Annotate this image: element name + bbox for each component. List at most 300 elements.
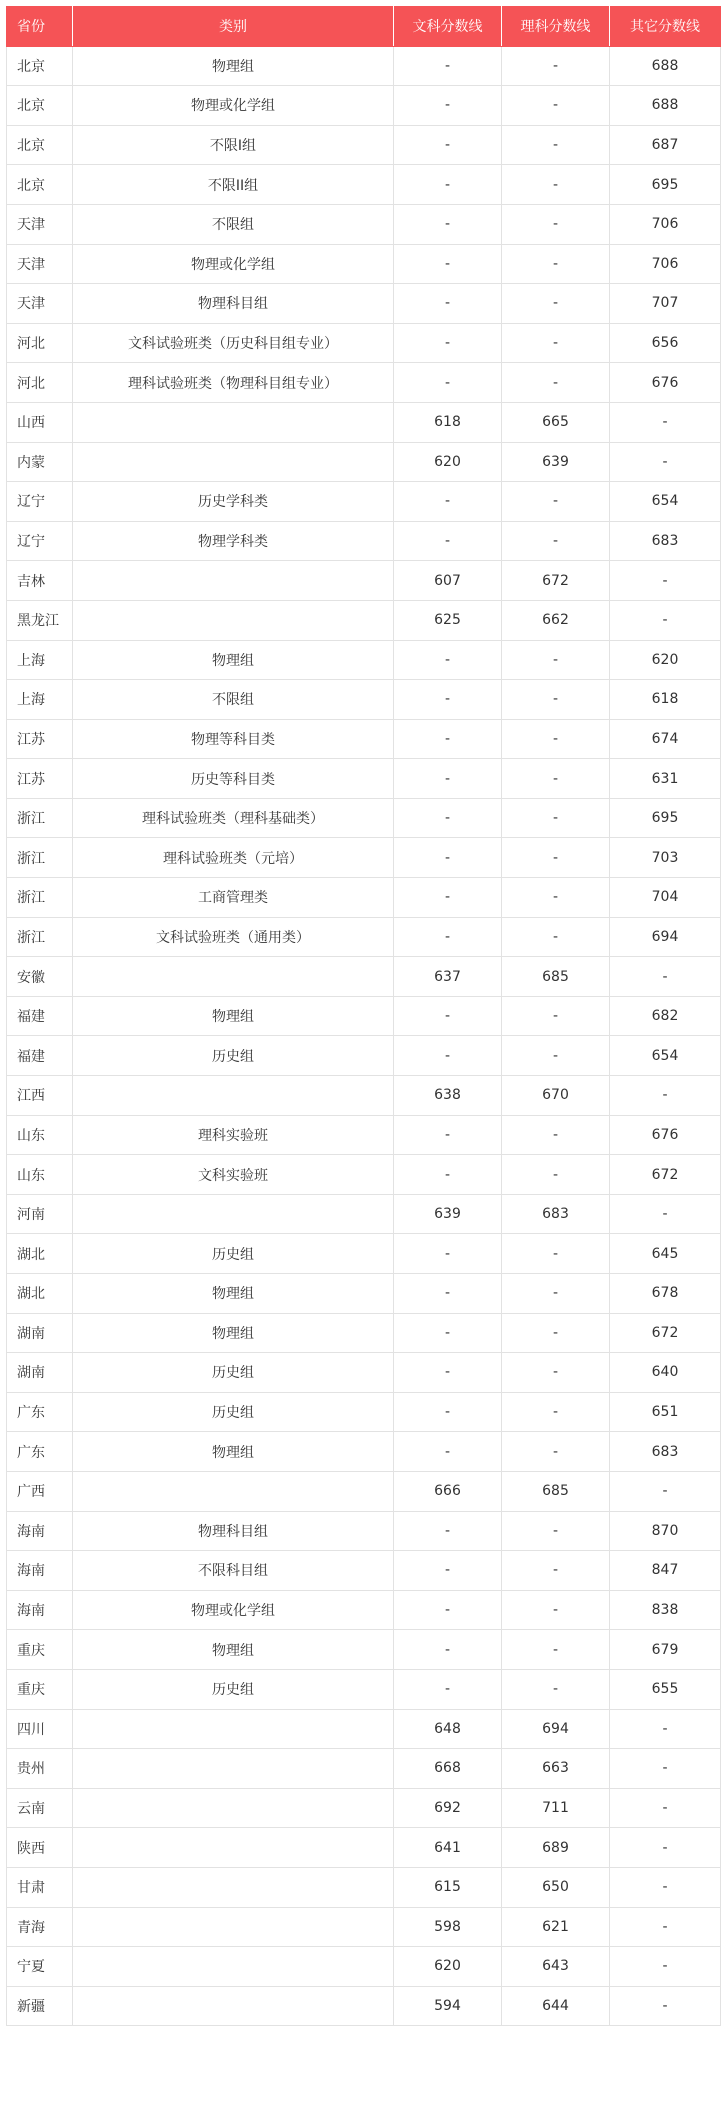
cell-province: 四川 bbox=[7, 1709, 73, 1749]
cell-arts-score: 637 bbox=[394, 957, 502, 997]
cell-other-score: - bbox=[610, 561, 721, 601]
cell-other-score: - bbox=[610, 1986, 721, 2026]
cell-arts-score: - bbox=[394, 46, 502, 86]
cell-arts-score: - bbox=[394, 680, 502, 720]
table-row bbox=[7, 363, 721, 403]
cell-other-score: 618 bbox=[610, 680, 721, 720]
table-row bbox=[7, 917, 721, 957]
cell-category: 物理组 bbox=[73, 1630, 394, 1670]
cell-arts-score: - bbox=[394, 1630, 502, 1670]
cell-category: 物理或化学组 bbox=[73, 1590, 394, 1630]
cell-category: 历史组 bbox=[73, 1669, 394, 1709]
cell-province: 山西 bbox=[7, 402, 73, 442]
cell-other-score: 672 bbox=[610, 1313, 721, 1353]
cell-arts-score: - bbox=[394, 917, 502, 957]
cell-category bbox=[73, 1194, 394, 1234]
cell-arts-score: - bbox=[394, 284, 502, 324]
cell-science-score: - bbox=[502, 1155, 610, 1195]
cell-arts-score: - bbox=[394, 838, 502, 878]
cell-category: 文科试验班类（通用类） bbox=[73, 917, 394, 957]
table-row bbox=[7, 86, 721, 126]
cell-province: 辽宁 bbox=[7, 482, 73, 522]
cell-arts-score: - bbox=[394, 798, 502, 838]
cell-province: 湖南 bbox=[7, 1353, 73, 1393]
table-row bbox=[7, 1115, 721, 1155]
cell-province: 湖北 bbox=[7, 1274, 73, 1314]
cell-province: 青海 bbox=[7, 1907, 73, 1947]
cell-science-score: - bbox=[502, 1274, 610, 1314]
cell-category: 物理学科类 bbox=[73, 521, 394, 561]
table-row bbox=[7, 323, 721, 363]
cell-province: 广西 bbox=[7, 1471, 73, 1511]
table-row bbox=[7, 482, 721, 522]
cell-arts-score: - bbox=[394, 878, 502, 918]
cell-province: 上海 bbox=[7, 640, 73, 680]
cell-science-score: 670 bbox=[502, 1076, 610, 1116]
cell-other-score: 678 bbox=[610, 1274, 721, 1314]
cell-province: 宁夏 bbox=[7, 1947, 73, 1987]
cell-arts-score: - bbox=[394, 244, 502, 284]
score-table-container bbox=[6, 6, 720, 2026]
cell-category: 物理等科目类 bbox=[73, 719, 394, 759]
cell-science-score: - bbox=[502, 284, 610, 324]
table-header bbox=[7, 7, 721, 47]
table-row bbox=[7, 1392, 721, 1432]
cell-province: 辽宁 bbox=[7, 521, 73, 561]
cell-science-score: 685 bbox=[502, 1471, 610, 1511]
cell-category: 不限组 bbox=[73, 204, 394, 244]
cell-other-score: 838 bbox=[610, 1590, 721, 1630]
cell-arts-score: - bbox=[394, 996, 502, 1036]
cell-arts-score: - bbox=[394, 1036, 502, 1076]
cell-category: 不限II组 bbox=[73, 165, 394, 205]
cell-arts-score: 620 bbox=[394, 1947, 502, 1987]
cell-category: 物理组 bbox=[73, 1313, 394, 1353]
cell-arts-score: 618 bbox=[394, 402, 502, 442]
cell-other-score: 682 bbox=[610, 996, 721, 1036]
cell-science-score: - bbox=[502, 1313, 610, 1353]
table-row bbox=[7, 759, 721, 799]
cell-other-score: - bbox=[610, 1867, 721, 1907]
cell-science-score: - bbox=[502, 917, 610, 957]
cell-arts-score: - bbox=[394, 1432, 502, 1472]
cell-arts-score: - bbox=[394, 759, 502, 799]
cell-province: 湖南 bbox=[7, 1313, 73, 1353]
cell-category: 不限I组 bbox=[73, 125, 394, 165]
cell-arts-score: - bbox=[394, 165, 502, 205]
cell-other-score: 688 bbox=[610, 46, 721, 86]
cell-science-score: - bbox=[502, 1551, 610, 1591]
cell-arts-score: 639 bbox=[394, 1194, 502, 1234]
cell-other-score: 676 bbox=[610, 1115, 721, 1155]
table-row bbox=[7, 561, 721, 601]
cell-science-score: - bbox=[502, 1630, 610, 1670]
table-row bbox=[7, 402, 721, 442]
cell-science-score: 639 bbox=[502, 442, 610, 482]
header-province: 省份 bbox=[7, 7, 73, 47]
header-science-score: 理科分数线 bbox=[502, 7, 610, 47]
table-row bbox=[7, 1788, 721, 1828]
cell-science-score: 683 bbox=[502, 1194, 610, 1234]
cell-other-score: 695 bbox=[610, 165, 721, 205]
cell-arts-score: 692 bbox=[394, 1788, 502, 1828]
cell-science-score: - bbox=[502, 323, 610, 363]
cell-other-score: - bbox=[610, 1076, 721, 1116]
cell-province: 天津 bbox=[7, 244, 73, 284]
cell-category bbox=[73, 1947, 394, 1987]
table-row bbox=[7, 1234, 721, 1274]
cell-category: 理科实验班 bbox=[73, 1115, 394, 1155]
cell-arts-score: 598 bbox=[394, 1907, 502, 1947]
cell-province: 江苏 bbox=[7, 759, 73, 799]
cell-category: 物理组 bbox=[73, 996, 394, 1036]
cell-other-score: 703 bbox=[610, 838, 721, 878]
cell-arts-score: - bbox=[394, 363, 502, 403]
cell-other-score: 687 bbox=[610, 125, 721, 165]
table-row bbox=[7, 1709, 721, 1749]
cell-other-score: 640 bbox=[610, 1353, 721, 1393]
cell-other-score: - bbox=[610, 442, 721, 482]
cell-science-score: - bbox=[502, 363, 610, 403]
cell-category: 不限科目组 bbox=[73, 1551, 394, 1591]
cell-province: 山东 bbox=[7, 1155, 73, 1195]
cell-province: 海南 bbox=[7, 1551, 73, 1591]
table-row bbox=[7, 1947, 721, 1987]
cell-category: 物理组 bbox=[73, 1432, 394, 1472]
cell-science-score: - bbox=[502, 1115, 610, 1155]
table-row bbox=[7, 1274, 721, 1314]
cell-other-score: - bbox=[610, 1788, 721, 1828]
cell-province: 北京 bbox=[7, 46, 73, 86]
cell-arts-score: - bbox=[394, 1115, 502, 1155]
cell-science-score: - bbox=[502, 1353, 610, 1393]
table-row bbox=[7, 1471, 721, 1511]
cell-category bbox=[73, 1709, 394, 1749]
cell-category: 物理组 bbox=[73, 640, 394, 680]
cell-other-score: - bbox=[610, 1749, 721, 1789]
cell-other-score: - bbox=[610, 402, 721, 442]
cell-category bbox=[73, 600, 394, 640]
cell-science-score: - bbox=[502, 1392, 610, 1432]
cell-arts-score: 615 bbox=[394, 1867, 502, 1907]
cell-category bbox=[73, 402, 394, 442]
cell-other-score: 688 bbox=[610, 86, 721, 126]
cell-province: 甘肃 bbox=[7, 1867, 73, 1907]
cell-other-score: 656 bbox=[610, 323, 721, 363]
table-row bbox=[7, 798, 721, 838]
cell-province: 吉林 bbox=[7, 561, 73, 601]
cell-science-score: 644 bbox=[502, 1986, 610, 2026]
cell-science-score: - bbox=[502, 1590, 610, 1630]
cell-province: 内蒙 bbox=[7, 442, 73, 482]
cell-category bbox=[73, 561, 394, 601]
cell-province: 北京 bbox=[7, 165, 73, 205]
cell-arts-score: 620 bbox=[394, 442, 502, 482]
cell-science-score: - bbox=[502, 798, 610, 838]
table-row bbox=[7, 600, 721, 640]
cell-arts-score: - bbox=[394, 1234, 502, 1274]
cell-arts-score: - bbox=[394, 1353, 502, 1393]
cell-arts-score: - bbox=[394, 521, 502, 561]
table-row bbox=[7, 521, 721, 561]
cell-province: 海南 bbox=[7, 1590, 73, 1630]
cell-science-score: - bbox=[502, 838, 610, 878]
table-row bbox=[7, 1076, 721, 1116]
cell-other-score: 654 bbox=[610, 1036, 721, 1076]
cell-science-score: - bbox=[502, 86, 610, 126]
cell-arts-score: - bbox=[394, 1669, 502, 1709]
table-row bbox=[7, 1432, 721, 1472]
cell-province: 河北 bbox=[7, 363, 73, 403]
cell-category: 不限组 bbox=[73, 680, 394, 720]
cell-province: 广东 bbox=[7, 1392, 73, 1432]
cell-other-score: 654 bbox=[610, 482, 721, 522]
cell-science-score: 621 bbox=[502, 1907, 610, 1947]
table-row bbox=[7, 1313, 721, 1353]
cell-province: 河南 bbox=[7, 1194, 73, 1234]
table-row bbox=[7, 1669, 721, 1709]
cell-other-score: 683 bbox=[610, 521, 721, 561]
table-row bbox=[7, 1907, 721, 1947]
cell-science-score: 711 bbox=[502, 1788, 610, 1828]
cell-category: 工商管理类 bbox=[73, 878, 394, 918]
cell-science-score: - bbox=[502, 46, 610, 86]
cell-arts-score: - bbox=[394, 323, 502, 363]
cell-science-score: 665 bbox=[502, 402, 610, 442]
cell-arts-score: - bbox=[394, 86, 502, 126]
cell-category: 文科实验班 bbox=[73, 1155, 394, 1195]
cell-other-score: 695 bbox=[610, 798, 721, 838]
cell-category: 历史组 bbox=[73, 1234, 394, 1274]
cell-science-score: 663 bbox=[502, 1749, 610, 1789]
table-row bbox=[7, 442, 721, 482]
table-row bbox=[7, 1867, 721, 1907]
cell-province: 陕西 bbox=[7, 1828, 73, 1868]
table-row bbox=[7, 1511, 721, 1551]
cell-category: 历史组 bbox=[73, 1392, 394, 1432]
cell-category: 文科试验班类（历史科目组专业） bbox=[73, 323, 394, 363]
cell-province: 贵州 bbox=[7, 1749, 73, 1789]
cell-province: 黑龙江 bbox=[7, 600, 73, 640]
cell-arts-score: - bbox=[394, 640, 502, 680]
cell-science-score: - bbox=[502, 878, 610, 918]
cell-arts-score: - bbox=[394, 204, 502, 244]
cell-other-score: - bbox=[610, 1828, 721, 1868]
cell-category bbox=[73, 1788, 394, 1828]
cell-science-score: - bbox=[502, 1511, 610, 1551]
table-row bbox=[7, 284, 721, 324]
cell-category: 物理组 bbox=[73, 1274, 394, 1314]
cell-other-score: 676 bbox=[610, 363, 721, 403]
table-body bbox=[7, 46, 721, 2026]
cell-arts-score: - bbox=[394, 1274, 502, 1314]
table-row bbox=[7, 46, 721, 86]
cell-science-score: 694 bbox=[502, 1709, 610, 1749]
table-row bbox=[7, 1155, 721, 1195]
table-row bbox=[7, 165, 721, 205]
cell-other-score: - bbox=[610, 1709, 721, 1749]
cell-other-score: - bbox=[610, 1471, 721, 1511]
cell-science-score: - bbox=[502, 165, 610, 205]
header-arts-score: 文科分数线 bbox=[394, 7, 502, 47]
cell-category: 物理科目组 bbox=[73, 284, 394, 324]
cell-arts-score: 594 bbox=[394, 1986, 502, 2026]
cell-science-score: 685 bbox=[502, 957, 610, 997]
cell-other-score: - bbox=[610, 600, 721, 640]
cell-category bbox=[73, 1867, 394, 1907]
cell-other-score: 672 bbox=[610, 1155, 721, 1195]
table-row bbox=[7, 957, 721, 997]
cell-arts-score: - bbox=[394, 1590, 502, 1630]
cell-province: 天津 bbox=[7, 204, 73, 244]
cell-province: 广东 bbox=[7, 1432, 73, 1472]
table-row bbox=[7, 838, 721, 878]
cell-science-score: - bbox=[502, 1669, 610, 1709]
table-row bbox=[7, 244, 721, 284]
cell-other-score: 679 bbox=[610, 1630, 721, 1670]
cell-science-score: - bbox=[502, 759, 610, 799]
cell-arts-score: - bbox=[394, 719, 502, 759]
cell-other-score: - bbox=[610, 1947, 721, 1987]
cell-other-score: 706 bbox=[610, 204, 721, 244]
table-row bbox=[7, 125, 721, 165]
cell-arts-score: - bbox=[394, 1392, 502, 1432]
table-row bbox=[7, 1986, 721, 2026]
cell-category: 历史等科目类 bbox=[73, 759, 394, 799]
table-row bbox=[7, 996, 721, 1036]
cell-category: 物理科目组 bbox=[73, 1511, 394, 1551]
cell-other-score: - bbox=[610, 1907, 721, 1947]
cell-province: 海南 bbox=[7, 1511, 73, 1551]
table-row bbox=[7, 1749, 721, 1789]
cell-province: 江西 bbox=[7, 1076, 73, 1116]
cell-science-score: - bbox=[502, 1234, 610, 1274]
cell-other-score: 847 bbox=[610, 1551, 721, 1591]
cell-other-score: 704 bbox=[610, 878, 721, 918]
cell-arts-score: - bbox=[394, 1511, 502, 1551]
cell-province: 浙江 bbox=[7, 878, 73, 918]
table-row bbox=[7, 204, 721, 244]
cell-science-score: 643 bbox=[502, 1947, 610, 1987]
table-row bbox=[7, 1630, 721, 1670]
cell-science-score: 689 bbox=[502, 1828, 610, 1868]
table-row bbox=[7, 1194, 721, 1234]
cell-category bbox=[73, 1907, 394, 1947]
cell-other-score: - bbox=[610, 957, 721, 997]
cell-other-score: 683 bbox=[610, 1432, 721, 1472]
cell-province: 江苏 bbox=[7, 719, 73, 759]
cell-other-score: - bbox=[610, 1194, 721, 1234]
cell-science-score: - bbox=[502, 680, 610, 720]
header-row bbox=[7, 7, 721, 47]
cell-province: 浙江 bbox=[7, 798, 73, 838]
table-row bbox=[7, 1353, 721, 1393]
cell-other-score: 655 bbox=[610, 1669, 721, 1709]
cell-arts-score: 668 bbox=[394, 1749, 502, 1789]
cell-science-score: 662 bbox=[502, 600, 610, 640]
cell-arts-score: 648 bbox=[394, 1709, 502, 1749]
admission-score-table bbox=[6, 6, 721, 2026]
table-row bbox=[7, 680, 721, 720]
cell-category bbox=[73, 1828, 394, 1868]
table-row bbox=[7, 878, 721, 918]
cell-other-score: 674 bbox=[610, 719, 721, 759]
cell-category: 历史组 bbox=[73, 1036, 394, 1076]
cell-province: 天津 bbox=[7, 284, 73, 324]
table-row bbox=[7, 1828, 721, 1868]
cell-category: 历史学科类 bbox=[73, 482, 394, 522]
cell-science-score: - bbox=[502, 640, 610, 680]
cell-science-score: - bbox=[502, 204, 610, 244]
cell-arts-score: - bbox=[394, 482, 502, 522]
cell-other-score: 706 bbox=[610, 244, 721, 284]
header-category: 类别 bbox=[73, 7, 394, 47]
cell-category bbox=[73, 1986, 394, 2026]
cell-category: 历史组 bbox=[73, 1353, 394, 1393]
cell-province: 安徽 bbox=[7, 957, 73, 997]
cell-category bbox=[73, 442, 394, 482]
cell-science-score: - bbox=[502, 996, 610, 1036]
cell-other-score: 651 bbox=[610, 1392, 721, 1432]
cell-category: 理科试验班类（理科基础类） bbox=[73, 798, 394, 838]
header-other-score: 其它分数线 bbox=[610, 7, 721, 47]
cell-arts-score: 625 bbox=[394, 600, 502, 640]
cell-category bbox=[73, 1749, 394, 1789]
cell-other-score: 707 bbox=[610, 284, 721, 324]
cell-science-score: - bbox=[502, 719, 610, 759]
cell-other-score: 645 bbox=[610, 1234, 721, 1274]
cell-science-score: - bbox=[502, 1432, 610, 1472]
cell-arts-score: 666 bbox=[394, 1471, 502, 1511]
cell-other-score: 870 bbox=[610, 1511, 721, 1551]
cell-province: 上海 bbox=[7, 680, 73, 720]
cell-arts-score: 641 bbox=[394, 1828, 502, 1868]
table-row bbox=[7, 1036, 721, 1076]
cell-category: 理科试验班类（元培） bbox=[73, 838, 394, 878]
cell-province: 新疆 bbox=[7, 1986, 73, 2026]
table-row bbox=[7, 640, 721, 680]
cell-province: 重庆 bbox=[7, 1630, 73, 1670]
cell-province: 重庆 bbox=[7, 1669, 73, 1709]
cell-category: 理科试验班类（物理科目组专业） bbox=[73, 363, 394, 403]
cell-science-score: - bbox=[502, 244, 610, 284]
table-row bbox=[7, 1551, 721, 1591]
cell-category: 物理或化学组 bbox=[73, 86, 394, 126]
cell-science-score: - bbox=[502, 521, 610, 561]
cell-category: 物理组 bbox=[73, 46, 394, 86]
cell-province: 河北 bbox=[7, 323, 73, 363]
cell-arts-score: - bbox=[394, 1551, 502, 1591]
cell-category: 物理或化学组 bbox=[73, 244, 394, 284]
cell-province: 湖北 bbox=[7, 1234, 73, 1274]
table-row bbox=[7, 1590, 721, 1630]
cell-science-score: - bbox=[502, 125, 610, 165]
cell-other-score: 694 bbox=[610, 917, 721, 957]
cell-province: 浙江 bbox=[7, 917, 73, 957]
cell-arts-score: 607 bbox=[394, 561, 502, 601]
cell-category bbox=[73, 1471, 394, 1511]
cell-province: 福建 bbox=[7, 996, 73, 1036]
cell-arts-score: 638 bbox=[394, 1076, 502, 1116]
cell-science-score: 672 bbox=[502, 561, 610, 601]
cell-arts-score: - bbox=[394, 1155, 502, 1195]
cell-arts-score: - bbox=[394, 1313, 502, 1353]
cell-province: 北京 bbox=[7, 125, 73, 165]
table-row bbox=[7, 719, 721, 759]
cell-science-score: 650 bbox=[502, 1867, 610, 1907]
cell-category bbox=[73, 1076, 394, 1116]
cell-science-score: - bbox=[502, 1036, 610, 1076]
